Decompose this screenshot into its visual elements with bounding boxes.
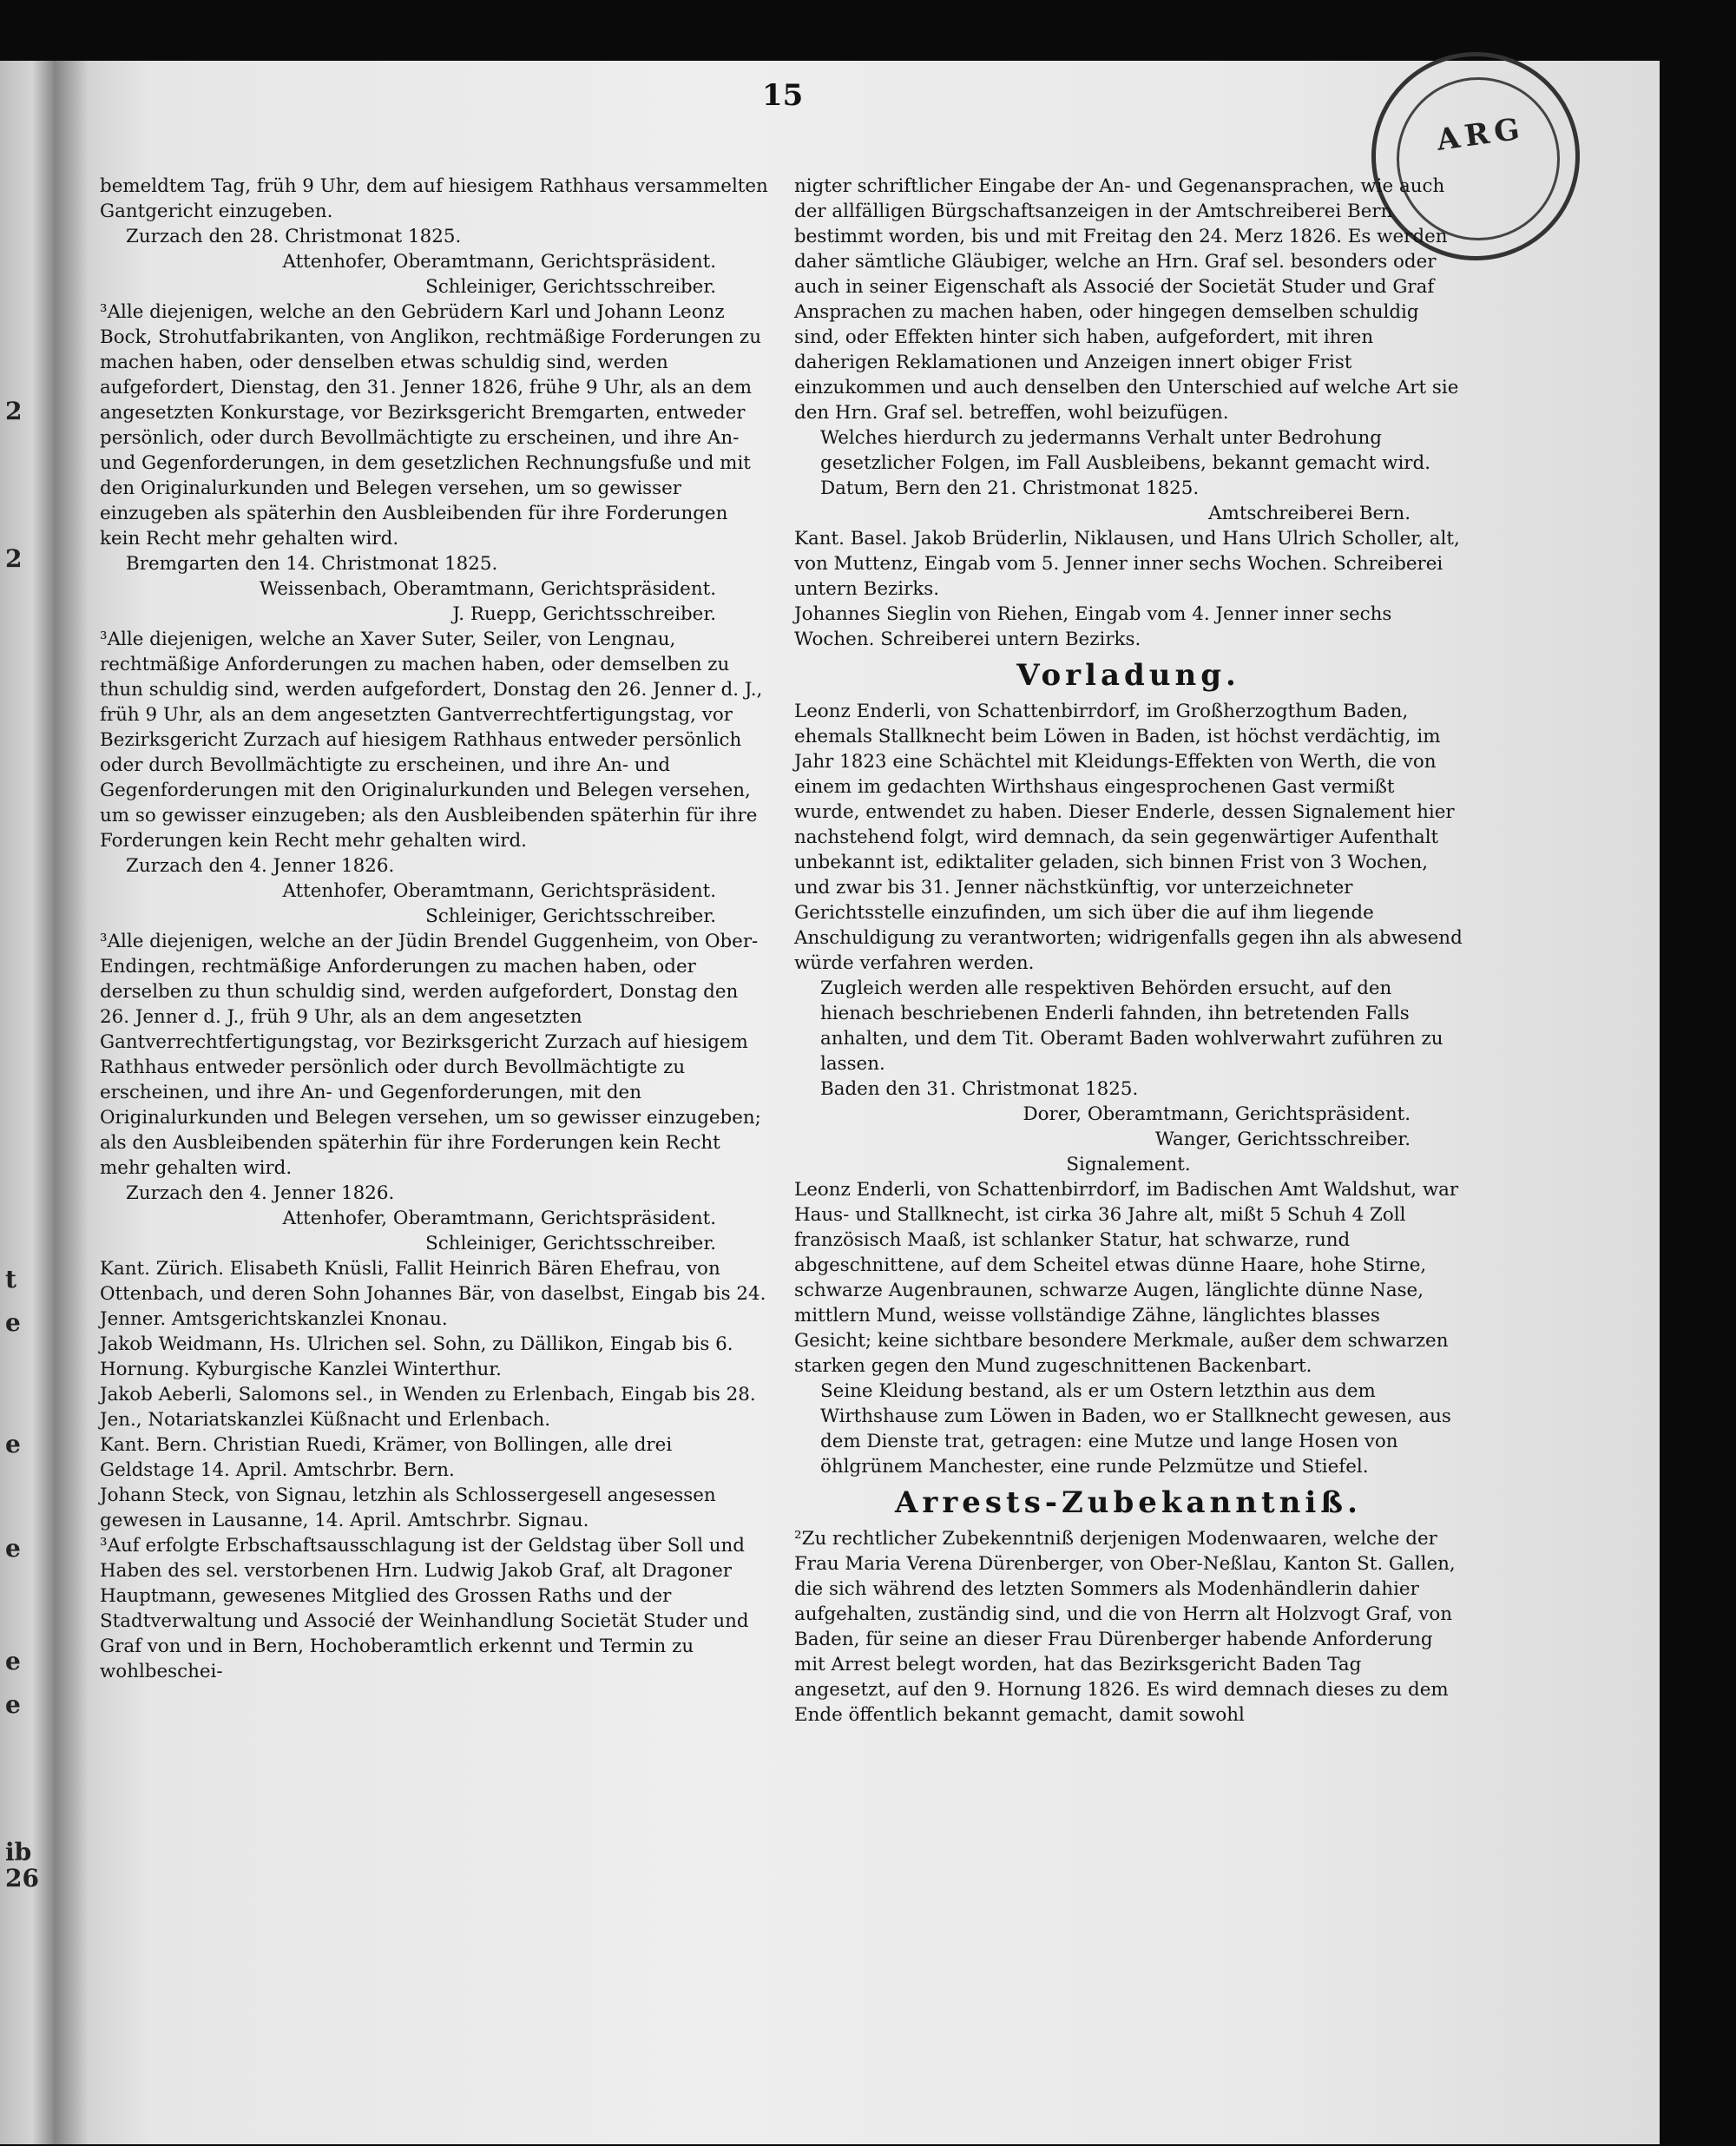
right-paragraph: Amtschreiberei Bern. [1208, 503, 1410, 524]
right-paragraph: Signalement. [1066, 1154, 1191, 1175]
left-paragraph: Johann Steck, von Signau, letzhin als Schlossergesell angesessen gewesen in Lausanne, 14. April. Amtschrbr. Signau. [100, 1484, 716, 1531]
right-paragraph: Wanger, Gerichtsschreiber. [1154, 1129, 1410, 1150]
margin-fragment: 2 [5, 544, 23, 573]
adjacent-page-edge [0, 61, 54, 2144]
left-paragraph: J. Ruepp, Gerichtsschreiber. [452, 603, 716, 625]
left-paragraph: ³Alle diejenigen, welche an den Gebrüdern Karl und Johann Leonz Bock, Strohutfabrikanten, von Anglikon, rechtmäßige Forderungen zu machen haben, oder denselben etwas schuldig sind, werden aufgefordert, Dienstag, den 31. Jenner 1826, frühe 9 Uhr, als an dem angesetzten Konkurstage, vor Bezirksgericht Bremgarten, entweder persönlich, oder durch Bevollmächtigte zu erscheinen, und ihre An- und Gegenforderungen, in dem gesetzlichen Rechnungsfuße und mit den Originalurkunden und Belegen versehen, um so gewisser einzugeben als späterhin den Ausbleibenden für ihre Forderungen kein Recht mehr gehalten wird. [100, 301, 761, 550]
left-paragraph: ³Auf erfolgte Erbschaftsausschlagung ist der Geldstag über Soll und Haben des sel. verstorbenen Hrn. Ludwig Jakob Graf, alt Dragoner Hauptmann, gewesenes Mitglied des Grossen Raths und der Stadtverwaltung und Associé der Weinhandlung Societät Studer und Graf von und in Bern, Hochoberamtlich erkennt und Termin zu wohlbeschei- [100, 1535, 749, 1682]
right-paragraph: Zugleich werden alle respektiven Behörden ersucht, auf den hienach beschriebenen Enderli fahnden, ihn betretenden Falls anhalten, und dem Tit. Oberamt Baden wohlverwahrt zuführen zu lassen. [820, 978, 1443, 1075]
left-paragraph: Schleiniger, Gerichtsschreiber. [425, 1233, 716, 1254]
left-paragraph: Zurzach den 4. Jenner 1826. [126, 855, 395, 877]
margin-fragment: e [5, 1308, 21, 1337]
margin-fragment: t [5, 1265, 16, 1294]
gutter-shadow [54, 61, 89, 2144]
margin-fragment: 2 [5, 397, 23, 425]
left-paragraph: Zurzach den 4. Jenner 1826. [126, 1182, 395, 1204]
right-paragraph: Seine Kleidung bestand, als er um Ostern letzthin aus dem Wirthshause zum Löwen in Baden, wo er Stallknecht gewesen, aus dem Dienste trat, getragen: eine Mutze und lange Hosen von öhlgrünem Manchester, eine runde Pelzmütze und Stiefel. [820, 1380, 1451, 1478]
right-paragraph: Leonz Enderli, von Schattenbirrdorf, im Großherzogthum Baden, ehemals Stallknecht beim Löwen in Baden, ist höchst verdächtig, im Jahr 1823 eine Schächtel mit Kleidungs-Effekten von Werth, die von einem im gedachten Wirthshaus eingesprochenen Gast vermißt wurde, entwendet zu haben. Dieser Enderle, dessen Signalement hier nachstehend folgt, wird demnach, da sein gegenwärtiger Aufenthalt unbekannt ist, ediktaliter geladen, sich binnen Frist von 3 Wochen, und zwar bis 31. Jenner nächstkünftig, vor unterzeichneter Gerichtsstelle einzufinden, um sich über die auf ihm liegende Anschuldigung zu verantworten; widrigenfalls gegen ihn als abwesend würde verfahren werden. [794, 701, 1463, 974]
left-paragraph: Zurzach den 28. Christmonat 1825. [126, 226, 462, 247]
margin-fragment: e [5, 1647, 21, 1675]
left-paragraph: Schleiniger, Gerichtsschreiber. [425, 276, 716, 298]
right-paragraph: nigter schriftlicher Eingabe der An- und Gegenansprachen, wie auch der allfälligen Bürgschaftsanzeigen in der Amtschreiberei Bern bestimmt worden, bis und mit Freitag den 24. Merz 1826. Es werden daher sämtliche Gläubiger, welche an Hrn. Graf sel. besonders oder auch in seiner Eigenschaft als Associé der Societät Studer und Graf Ansprachen zu machen haben, oder hingegen demselben schuldig sind, oder Effekten hinter sich haben, aufgefordert, mit ihren daherigen Reklamationen und Anzeigen innert obiger Frist einzukommen und auch denselben den Unterschied auf welche Art sie den Hrn. Graf sel. betreffen, wohl beizufügen. [794, 175, 1459, 424]
right-paragraph: Baden den 31. Christmonat 1825. [820, 1078, 1139, 1100]
left-paragraph: Jakob Aeberli, Salomons sel., in Wenden zu Erlenbach, Eingab bis 28. Jen., Notariatskanzlei Küßnacht und Erlenbach. [100, 1384, 756, 1431]
left-paragraph: Kant. Bern. Christian Ruedi, Krämer, von Bollingen, alle drei Geldstage 14. April. Amtschrbr. Bern. [100, 1434, 673, 1481]
left-paragraph: Attenhofer, Oberamtmann, Gerichtspräsident. [282, 251, 716, 273]
left-paragraph: bemeldtem Tag, früh 9 Uhr, dem auf hiesigem Rathhaus versammelten Gantgericht einzugeben. [100, 175, 768, 222]
margin-fragment: e [5, 1690, 21, 1719]
stamp-text: ARG [1434, 111, 1527, 158]
right-paragraph: Leonz Enderli, von Schattenbirrdorf, im Badischen Amt Waldshut, war Haus- und Stallknecht, ist cirka 36 Jahre alt, mißt 5 Schuh 4 Zoll französisch Maaß, ist schlanker Statur, hat schwarze, rund abgeschnittene, auf dem Scheitel etwas dünne Haare, hohe Stirne, schwarze Augenbraunen, schwarze Augen, länglichte dünne Nase, mittlern Mund, weisse vollständige Zähne, länglichtes blasses Gesicht; keine sichtbare besondere Merkmale, außer dem schwarzen starken gegen den Mund zugeschnittenen Backenbart. [794, 1179, 1459, 1377]
left-paragraph: Kant. Zürich. Elisabeth Knüsli, Fallit Heinrich Bären Ehefrau, von Ottenbach, und deren Sohn Johannes Bär, von daselbst, Eingab bis 24. Jenner. Amtsgerichtskanzlei Knonau. [100, 1258, 766, 1330]
right-column [794, 174, 1463, 1728]
margin-fragment: ib [5, 1838, 32, 1866]
left-column [100, 174, 768, 1684]
right-paragraph: Johannes Sieglin von Riehen, Eingab vom 4. Jenner inner sechs Wochen. Schreiberei untern Bezirks. [794, 603, 1392, 650]
right-paragraph: Vorladung. [1016, 658, 1240, 693]
right-paragraph: Dorer, Oberamtmann, Gerichtspräsident. [1023, 1103, 1410, 1125]
right-paragraph: Welches hierdurch zu jedermanns Verhalt unter Bedrohung gesetzlicher Folgen, im Fall Ausbleibens, bekannt gemacht wird. [820, 427, 1431, 474]
right-paragraph: Datum, Bern den 21. Christmonat 1825. [820, 477, 1200, 499]
right-paragraph: Kant. Basel. Jakob Brüderlin, Niklausen, und Hans Ulrich Scholler, alt, von Muttenz, Eingab vom 5. Jenner inner sechs Wochen. Schreiberei untern Bezirks. [794, 528, 1460, 600]
margin-fragment: 26 [5, 1864, 39, 1893]
left-paragraph: ³Alle diejenigen, welche an Xaver Suter, Seiler, von Lengnau, rechtmäßige Anforderungen zu machen haben, oder demselben zu thun schuldig sind, werden aufgefordert, Donstag den 26. Jenner d. J., früh 9 Uhr, als an dem angesetzten Gantverrechtfertigungstag, vor Bezirksgericht Zurzach auf hiesigem Rathhaus entweder persönlich oder durch Bevollmächtigte zu erscheinen, und ihre An- und Gegenforderungen mit den Originalurkunden und Belegen versehen, um so gewisser einzugeben; als den Ausbleibenden späterhin für ihre Forderungen kein Recht mehr gehalten wird. [100, 629, 763, 852]
left-paragraph: Attenhofer, Oberamtmann, Gerichtspräsident. [282, 880, 716, 902]
margin-fragment: e [5, 1430, 21, 1458]
left-paragraph: Weissenbach, Oberamtmann, Gerichtspräsident. [259, 578, 716, 600]
page-number: 15 [762, 78, 804, 113]
right-paragraph: ²Zu rechtlicher Zubekenntniß derjenigen Modenwaaren, welche der Frau Maria Verena Dürenberger, von Ober-Neßlau, Kanton St. Gallen, die sich während des letzten Sommers als Modenhändlerin dahier aufgehalten, zuständig sind, und die von Herrn alt Holzvogt Graf, von Baden, für seine an dieser Frau Dürenberger habende Anforderung mit Arrest belegt worden, hat das Bezirksgericht Baden Tag angesetzt, auf den 9. Hornung 1826. Es wird demnach dieses zu dem Ende öffentlich bekannt gemacht, damit sowohl [794, 1528, 1456, 1726]
left-paragraph: Jakob Weidmann, Hs. Ulrichen sel. Sohn, zu Dällikon, Eingab bis 6. Hornung. Kyburgische Kanzlei Winterthur. [100, 1333, 733, 1380]
left-paragraph: Attenhofer, Oberamtmann, Gerichtspräsident. [282, 1208, 716, 1229]
margin-fragment: e [5, 1534, 21, 1563]
right-paragraph: Arrests-Zubekanntniß. [895, 1485, 1362, 1520]
left-paragraph: Schleiniger, Gerichtsschreiber. [425, 905, 716, 927]
left-paragraph: ³Alle diejenigen, welche an der Jüdin Brendel Guggenheim, von Ober-Endingen, rechtmäßige Anforderungen zu machen haben, oder derselben zu thun schuldig sind, werden aufgefordert, Donstag den 26. Jenner d. J., früh 9 Uhr, als an dem angesetzten Gantverrechtfertigungstag, vor Bezirksgericht Zurzach auf hiesigem Rathhaus entweder persönlich oder durch Bevollmächtigte zu erscheinen, und ihre An- und Gegenforderungen, mit den Originalurkunden und Belegen versehen, um so gewisser einzugeben; als den Ausbleibenden späterhin für ihre Forderungen kein Recht mehr gehalten wird. [100, 931, 761, 1179]
left-paragraph: Bremgarten den 14. Christmonat 1825. [126, 553, 498, 575]
